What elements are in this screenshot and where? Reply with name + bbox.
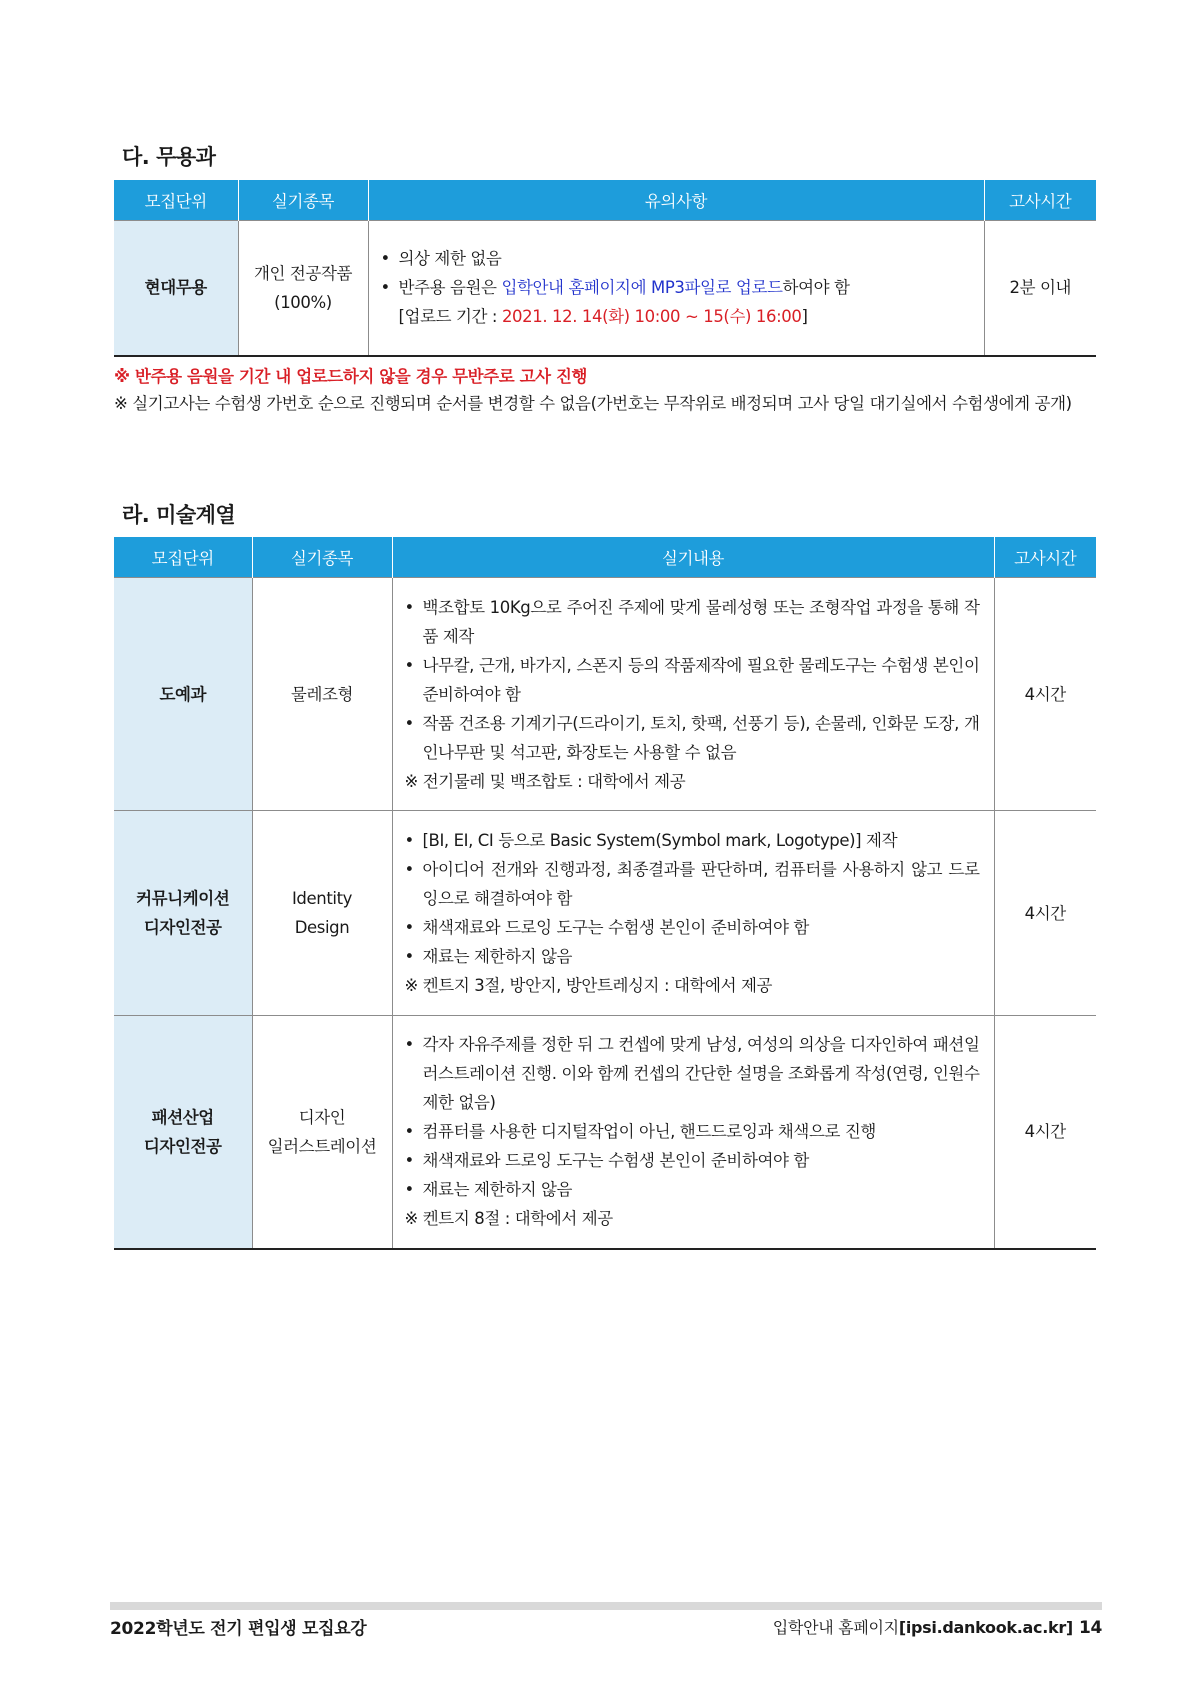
provided-note: ※ 켄트지 3절, 방안지, 방안트레싱지 : 대학에서 제공 <box>404 976 773 995</box>
notes-cell <box>368 221 984 356</box>
table-header-row <box>114 537 1096 578</box>
unit-line: 디자인전공 <box>143 1136 222 1156</box>
bullet-item: • 채색재료와 드로잉 도구는 수험생 본인이 준비하여야 함 <box>405 913 980 942</box>
bullet-item: • 나무칼, 근개, 바가지, 스폰지 등의 작품제작에 필요한 물레도구는 수험생 본인이 준비하여야 함 <box>405 651 980 709</box>
page-number: 14 <box>1078 1618 1102 1638</box>
dance-notes <box>114 363 1096 417</box>
dance-table <box>114 180 1096 357</box>
provided-note: ※ 전기물레 및 백조합토 : 대학에서 제공 <box>404 771 686 791</box>
header-time: 고사시간 <box>984 180 1096 221</box>
unit-cell: 현대무용 <box>114 221 238 356</box>
header-unit: 모집단위 <box>114 180 238 221</box>
item-cell: 물레조형 <box>252 578 392 811</box>
unit-cell: 도예과 <box>114 578 252 811</box>
header-time: 고사시간 <box>994 537 1096 578</box>
bullet-item: • 의상 제한 없음 <box>381 244 970 273</box>
header-item: 실기종목 <box>252 537 392 578</box>
item-cell <box>252 811 392 1016</box>
bullet-item: • [BI, EI, CI 등으로 Basic System(Symbol mark, Logotype)] 제작 <box>405 826 980 855</box>
footer-homepage <box>773 1615 1102 1638</box>
footer-homepage-label: 입학안내 홈페이지 <box>772 1618 899 1637</box>
item-line: (100%) <box>274 292 332 312</box>
bullet-item: • 재료는 제한하지 않음 <box>405 942 980 971</box>
section-title-art: 라. 미술계열 <box>122 503 236 527</box>
time-cell: 4시간 <box>994 811 1096 1016</box>
footer-divider <box>110 1602 1102 1610</box>
unit-line: 디자인전공 <box>143 918 222 937</box>
item-line: 디자인 <box>298 1107 346 1127</box>
item-line: Design <box>294 918 350 937</box>
bullet-text: 하여야 함 <box>782 278 850 298</box>
upload-period <box>381 302 970 331</box>
item-line: 개인 전공작품 <box>253 263 353 283</box>
unit-line: 패션산업 <box>151 1107 214 1127</box>
homepage-upload-text: 입학안내 홈페이지에 MP3파일로 업로드 <box>501 278 783 298</box>
bullet-item <box>381 273 970 302</box>
bullet-text: 반주용 음원은 <box>398 278 502 298</box>
bullet-item: • 작품 건조용 기계기구(드라이기, 토치, 핫팩, 선풍기 등), 손물레, 인화문 도장, 개인나무판 및 석고판, 화장토는 사용할 수 없음 <box>405 709 980 767</box>
table-row <box>114 1016 1096 1249</box>
period-label: [업로드 기간 : <box>398 307 502 327</box>
header-item: 실기종목 <box>238 180 368 221</box>
unit-line: 커뮤니케이션 <box>136 889 230 908</box>
order-note: ※ 실기고사는 수험생 가번호 순으로 진행되며 순서를 변경할 수 없음(가번호는 무작위로 배정되며 고사 당일 대기실에서 수험생에게 공개) <box>114 394 1072 413</box>
header-content: 실기내용 <box>392 537 994 578</box>
warning-note: ※ 반주용 음원을 기간 내 업로드하지 않을 경우 무반주로 고사 진행 <box>114 367 588 386</box>
time-cell: 4시간 <box>994 1016 1096 1249</box>
bullet-item: • 각자 자유주제를 정한 뒤 그 컨셉에 맞게 남성, 여성의 의상을 디자인하여 패션일러스트레이션 진행. 이와 함께 컨셉의 간단한 설명을 조화롭게 작성(연령, 인원수 제한 없음) <box>405 1030 980 1117</box>
time-cell: 2분 이내 <box>984 221 1096 356</box>
period-close: ] <box>801 307 808 327</box>
provided-note: ※ 켄트지 8절 : 대학에서 제공 <box>404 1209 613 1229</box>
art-table <box>114 537 1096 1250</box>
bullet-item: • 컴퓨터를 사용한 디지털작업이 아닌, 핸드드로잉과 채색으로 진행 <box>405 1117 980 1146</box>
item-cell <box>252 1016 392 1249</box>
table-row <box>114 578 1096 811</box>
content-cell <box>392 1016 994 1249</box>
unit-cell <box>114 811 252 1016</box>
bullet-item: • 백조합토 10Kg으로 주어진 주제에 맞게 물레성형 또는 조형작업 과정을 통해 작품 제작 <box>405 593 980 651</box>
bullet-item: • 아이디어 전개와 진행과정, 최종결과를 판단하며, 컴퓨터를 사용하지 않고 드로잉으로 해결하여야 함 <box>405 855 980 913</box>
section-title-dance: 다. 무용과 <box>122 145 216 169</box>
item-cell <box>238 221 368 356</box>
footer-site-link[interactable]: [ipsi.dankook.ac.kr] <box>898 1618 1073 1637</box>
item-line: 일러스트레이션 <box>267 1136 377 1156</box>
table-row <box>114 221 1096 356</box>
time-cell: 4시간 <box>994 578 1096 811</box>
bullet-item: • 채색재료와 드로잉 도구는 수험생 본인이 준비하여야 함 <box>405 1146 980 1175</box>
content-cell <box>392 811 994 1016</box>
content-cell <box>392 578 994 811</box>
footer-title: 2022학년도 전기 편입생 모집요강 <box>110 1619 367 1639</box>
header-unit: 모집단위 <box>114 537 252 578</box>
period-value: 2021. 12. 14(화) 10:00 ~ 15(수) 16:00 <box>501 307 802 327</box>
bullet-item: • 재료는 제한하지 않음 <box>405 1175 980 1204</box>
table-header-row <box>114 180 1096 221</box>
table-row <box>114 811 1096 1016</box>
header-notes: 유의사항 <box>368 180 984 221</box>
unit-cell <box>114 1016 252 1249</box>
item-line: Identity <box>291 889 353 908</box>
